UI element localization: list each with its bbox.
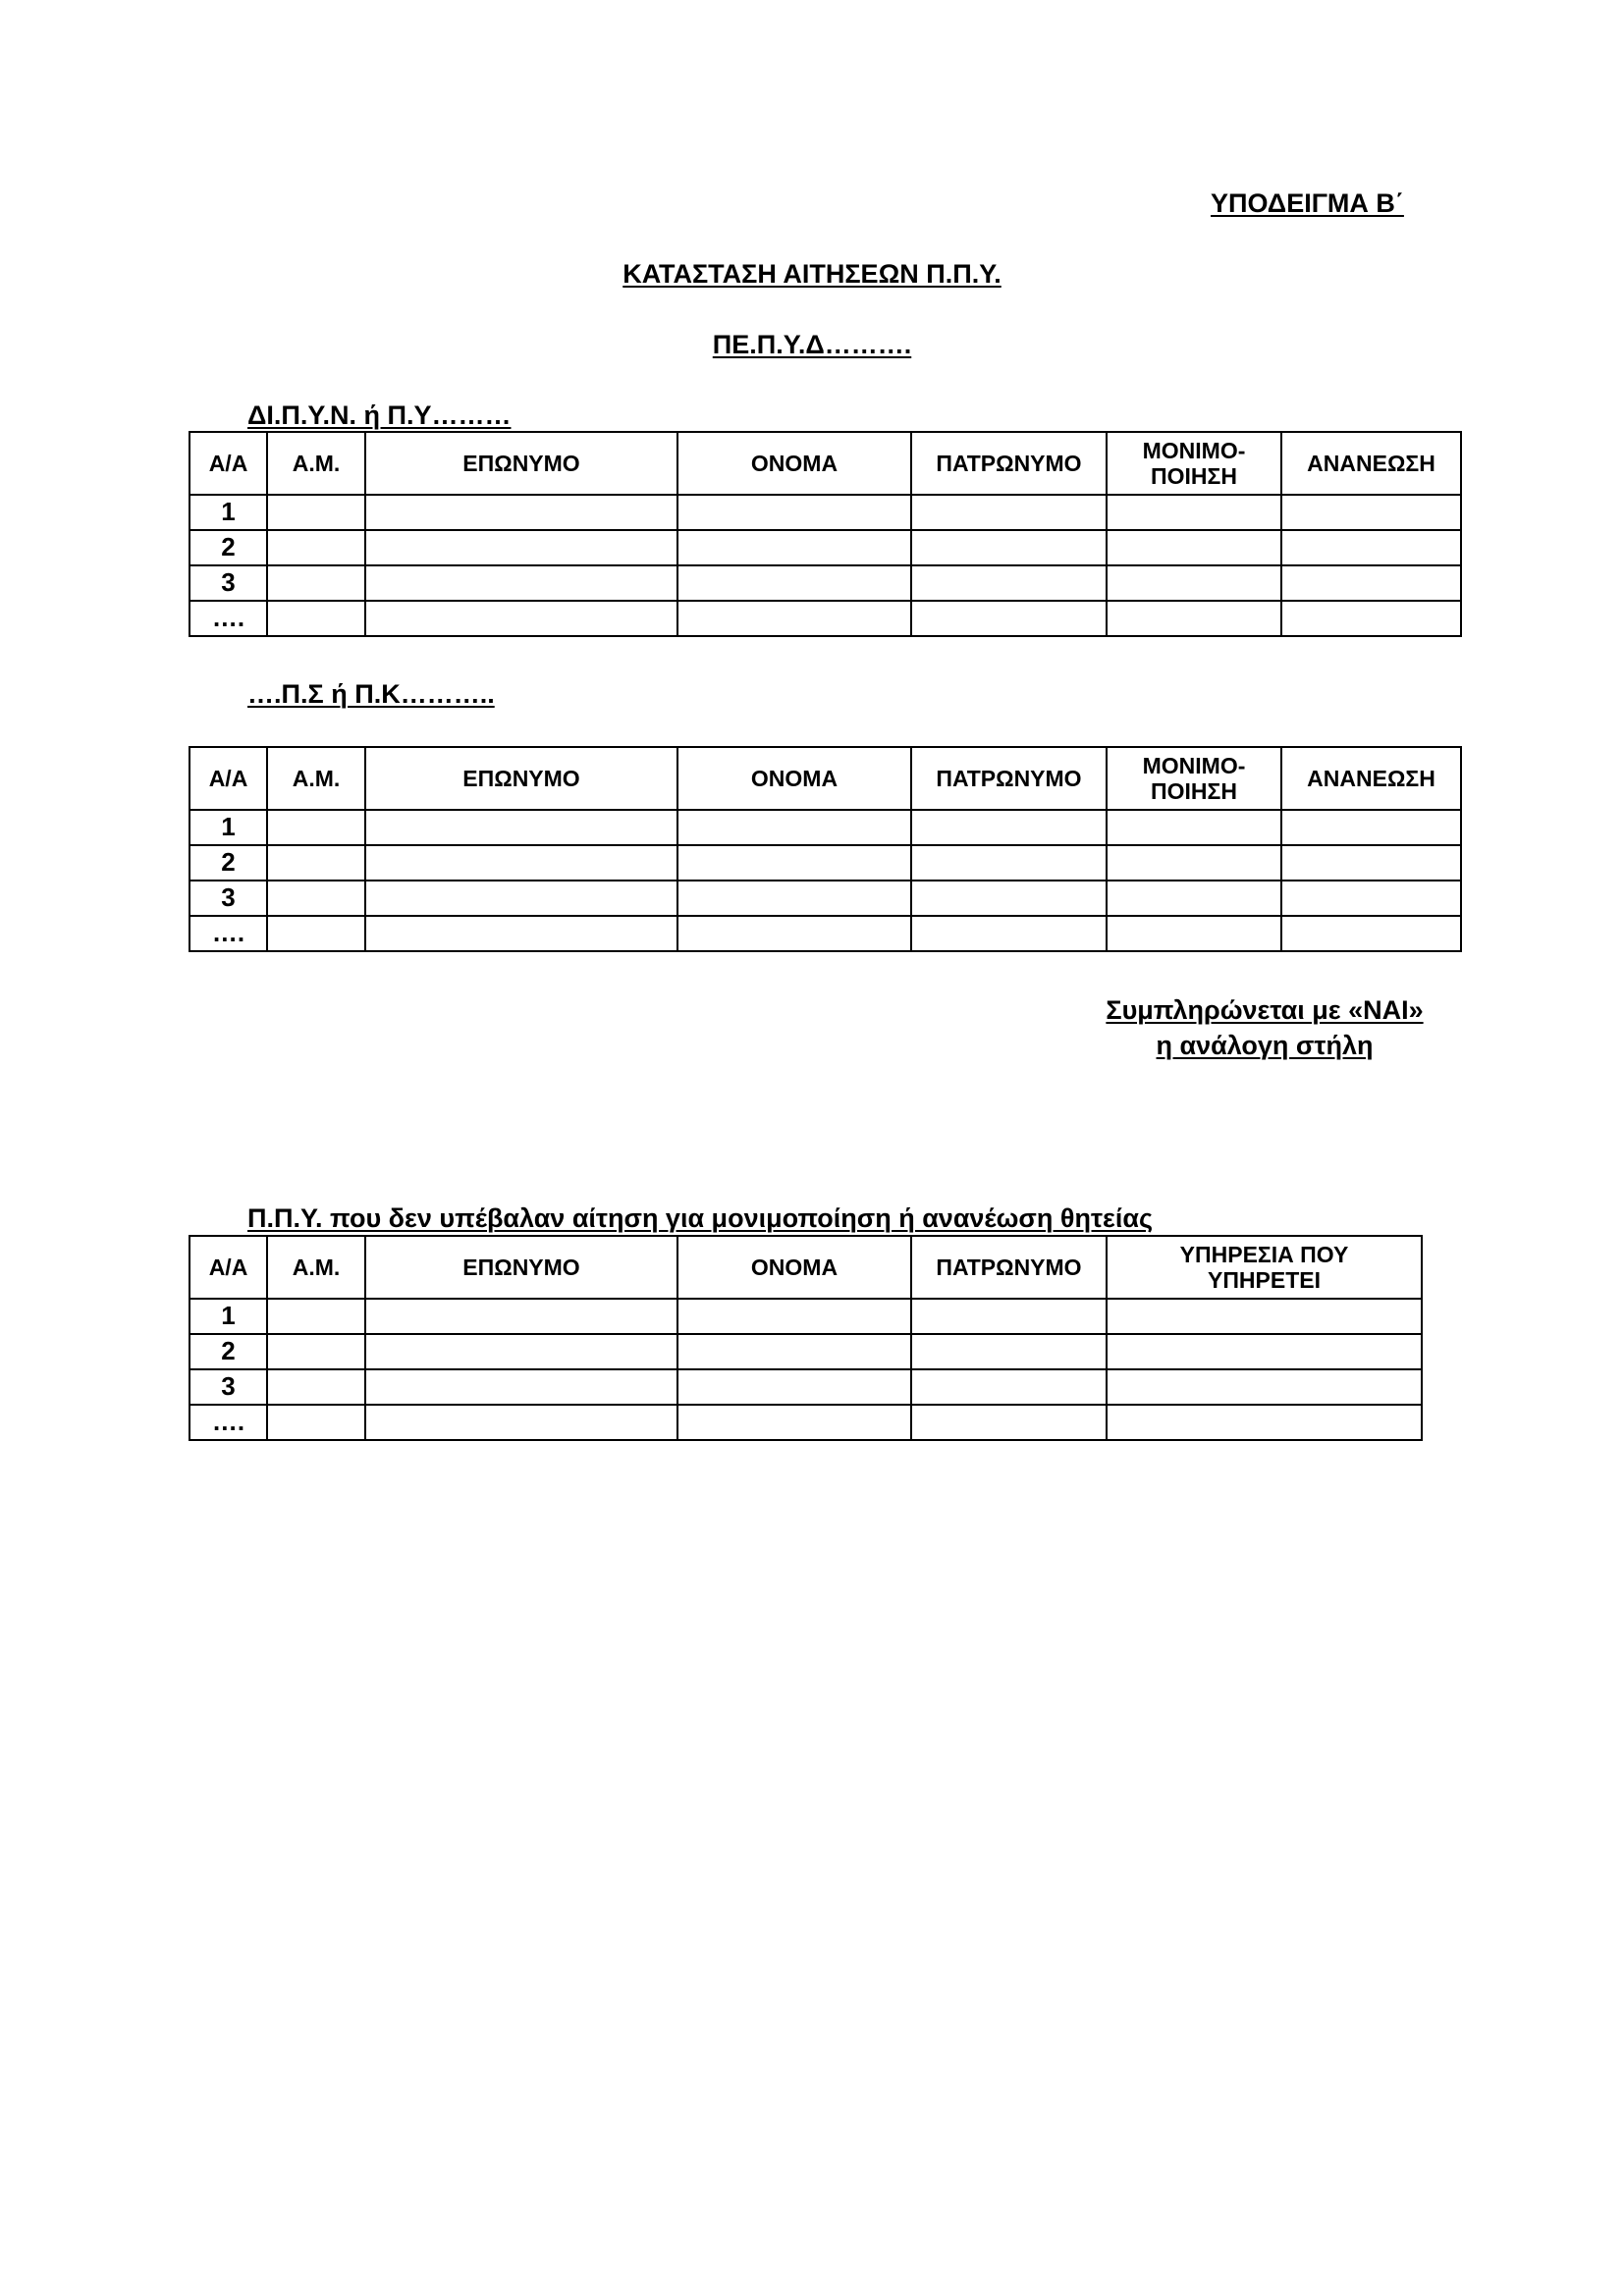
section3-table xyxy=(189,1235,1423,1441)
col-aa: Α/Α xyxy=(189,1236,267,1299)
section3-label: Π.Π.Υ. που δεν υπέβαλαν αίτηση για μονιμοποίηση ή ανανέωση θητείας xyxy=(247,1203,1153,1233)
table-header-row xyxy=(189,747,1461,810)
col-permanent: ΜΟΝΙΜΟ- ΠΟΙΗΣΗ xyxy=(1107,747,1281,810)
col-surname: ΕΠΩΝΥΜΟ xyxy=(365,1236,677,1299)
table-row: 2 xyxy=(189,1334,1422,1369)
table-header-row xyxy=(189,1236,1422,1299)
table-row: 1 xyxy=(189,810,1461,845)
col-am: Α.Μ. xyxy=(267,432,365,495)
table-row: …. xyxy=(189,916,1461,951)
section2-table xyxy=(189,746,1462,952)
document-subtitle: ΠΕ.Π.Υ.Δ………. xyxy=(712,330,912,359)
col-renewal: ΑΝΑΝΕΩΣΗ xyxy=(1281,432,1461,495)
col-aa: Α/Α xyxy=(189,747,267,810)
table-row: 1 xyxy=(189,1299,1422,1334)
col-permanent: ΜΟΝΙΜΟ- ΠΟΙΗΣΗ xyxy=(1107,432,1281,495)
col-aa: Α/Α xyxy=(189,432,267,495)
table-row: 3 xyxy=(189,565,1461,601)
col-renewal: ΑΝΑΝΕΩΣΗ xyxy=(1281,747,1461,810)
col-name: ΟΝΟΜΑ xyxy=(677,747,911,810)
note-line2: η ανάλογη στήλη xyxy=(1156,1031,1374,1060)
table-row: …. xyxy=(189,1405,1422,1440)
col-name: ΟΝΟΜΑ xyxy=(677,1236,911,1299)
col-fathers-name: ΠΑΤΡΩΝΥΜΟ xyxy=(911,432,1107,495)
col-fathers-name: ΠΑΤΡΩΝΥΜΟ xyxy=(911,1236,1107,1299)
section1-label: ΔΙ.Π.Υ.Ν. ή Π.Υ……… xyxy=(247,400,512,430)
table-row: 2 xyxy=(189,530,1461,565)
note-line1: Συμπληρώνεται με «ΝΑΙ» xyxy=(1106,995,1424,1025)
table-row: 2 xyxy=(189,845,1461,881)
table-row: 1 xyxy=(189,495,1461,530)
col-am: Α.Μ. xyxy=(267,1236,365,1299)
col-surname: ΕΠΩΝΥΜΟ xyxy=(365,432,677,495)
col-am: Α.Μ. xyxy=(267,747,365,810)
col-surname: ΕΠΩΝΥΜΟ xyxy=(365,747,677,810)
section1-table xyxy=(189,431,1462,637)
table-row: 3 xyxy=(189,881,1461,916)
table-row: 3 xyxy=(189,1369,1422,1405)
section2-label: ….Π.Σ ή Π.Κ……….. xyxy=(247,679,495,709)
document-title: ΚΑΤΑΣΤΑΣΗ ΑΙΤΗΣΕΩΝ Π.Π.Υ. xyxy=(623,259,1001,289)
table-header-row xyxy=(189,432,1461,495)
col-fathers-name: ΠΑΤΡΩΝΥΜΟ xyxy=(911,747,1107,810)
col-service: ΥΠΗΡΕΣΙΑ ΠΟΥ ΥΠΗΡΕΤΕΙ xyxy=(1107,1236,1422,1299)
table-row: …. xyxy=(189,601,1461,636)
col-name: ΟΝΟΜΑ xyxy=(677,432,911,495)
template-label: ΥΠΟΔΕΙΓΜΑ Β΄ xyxy=(1211,188,1404,218)
